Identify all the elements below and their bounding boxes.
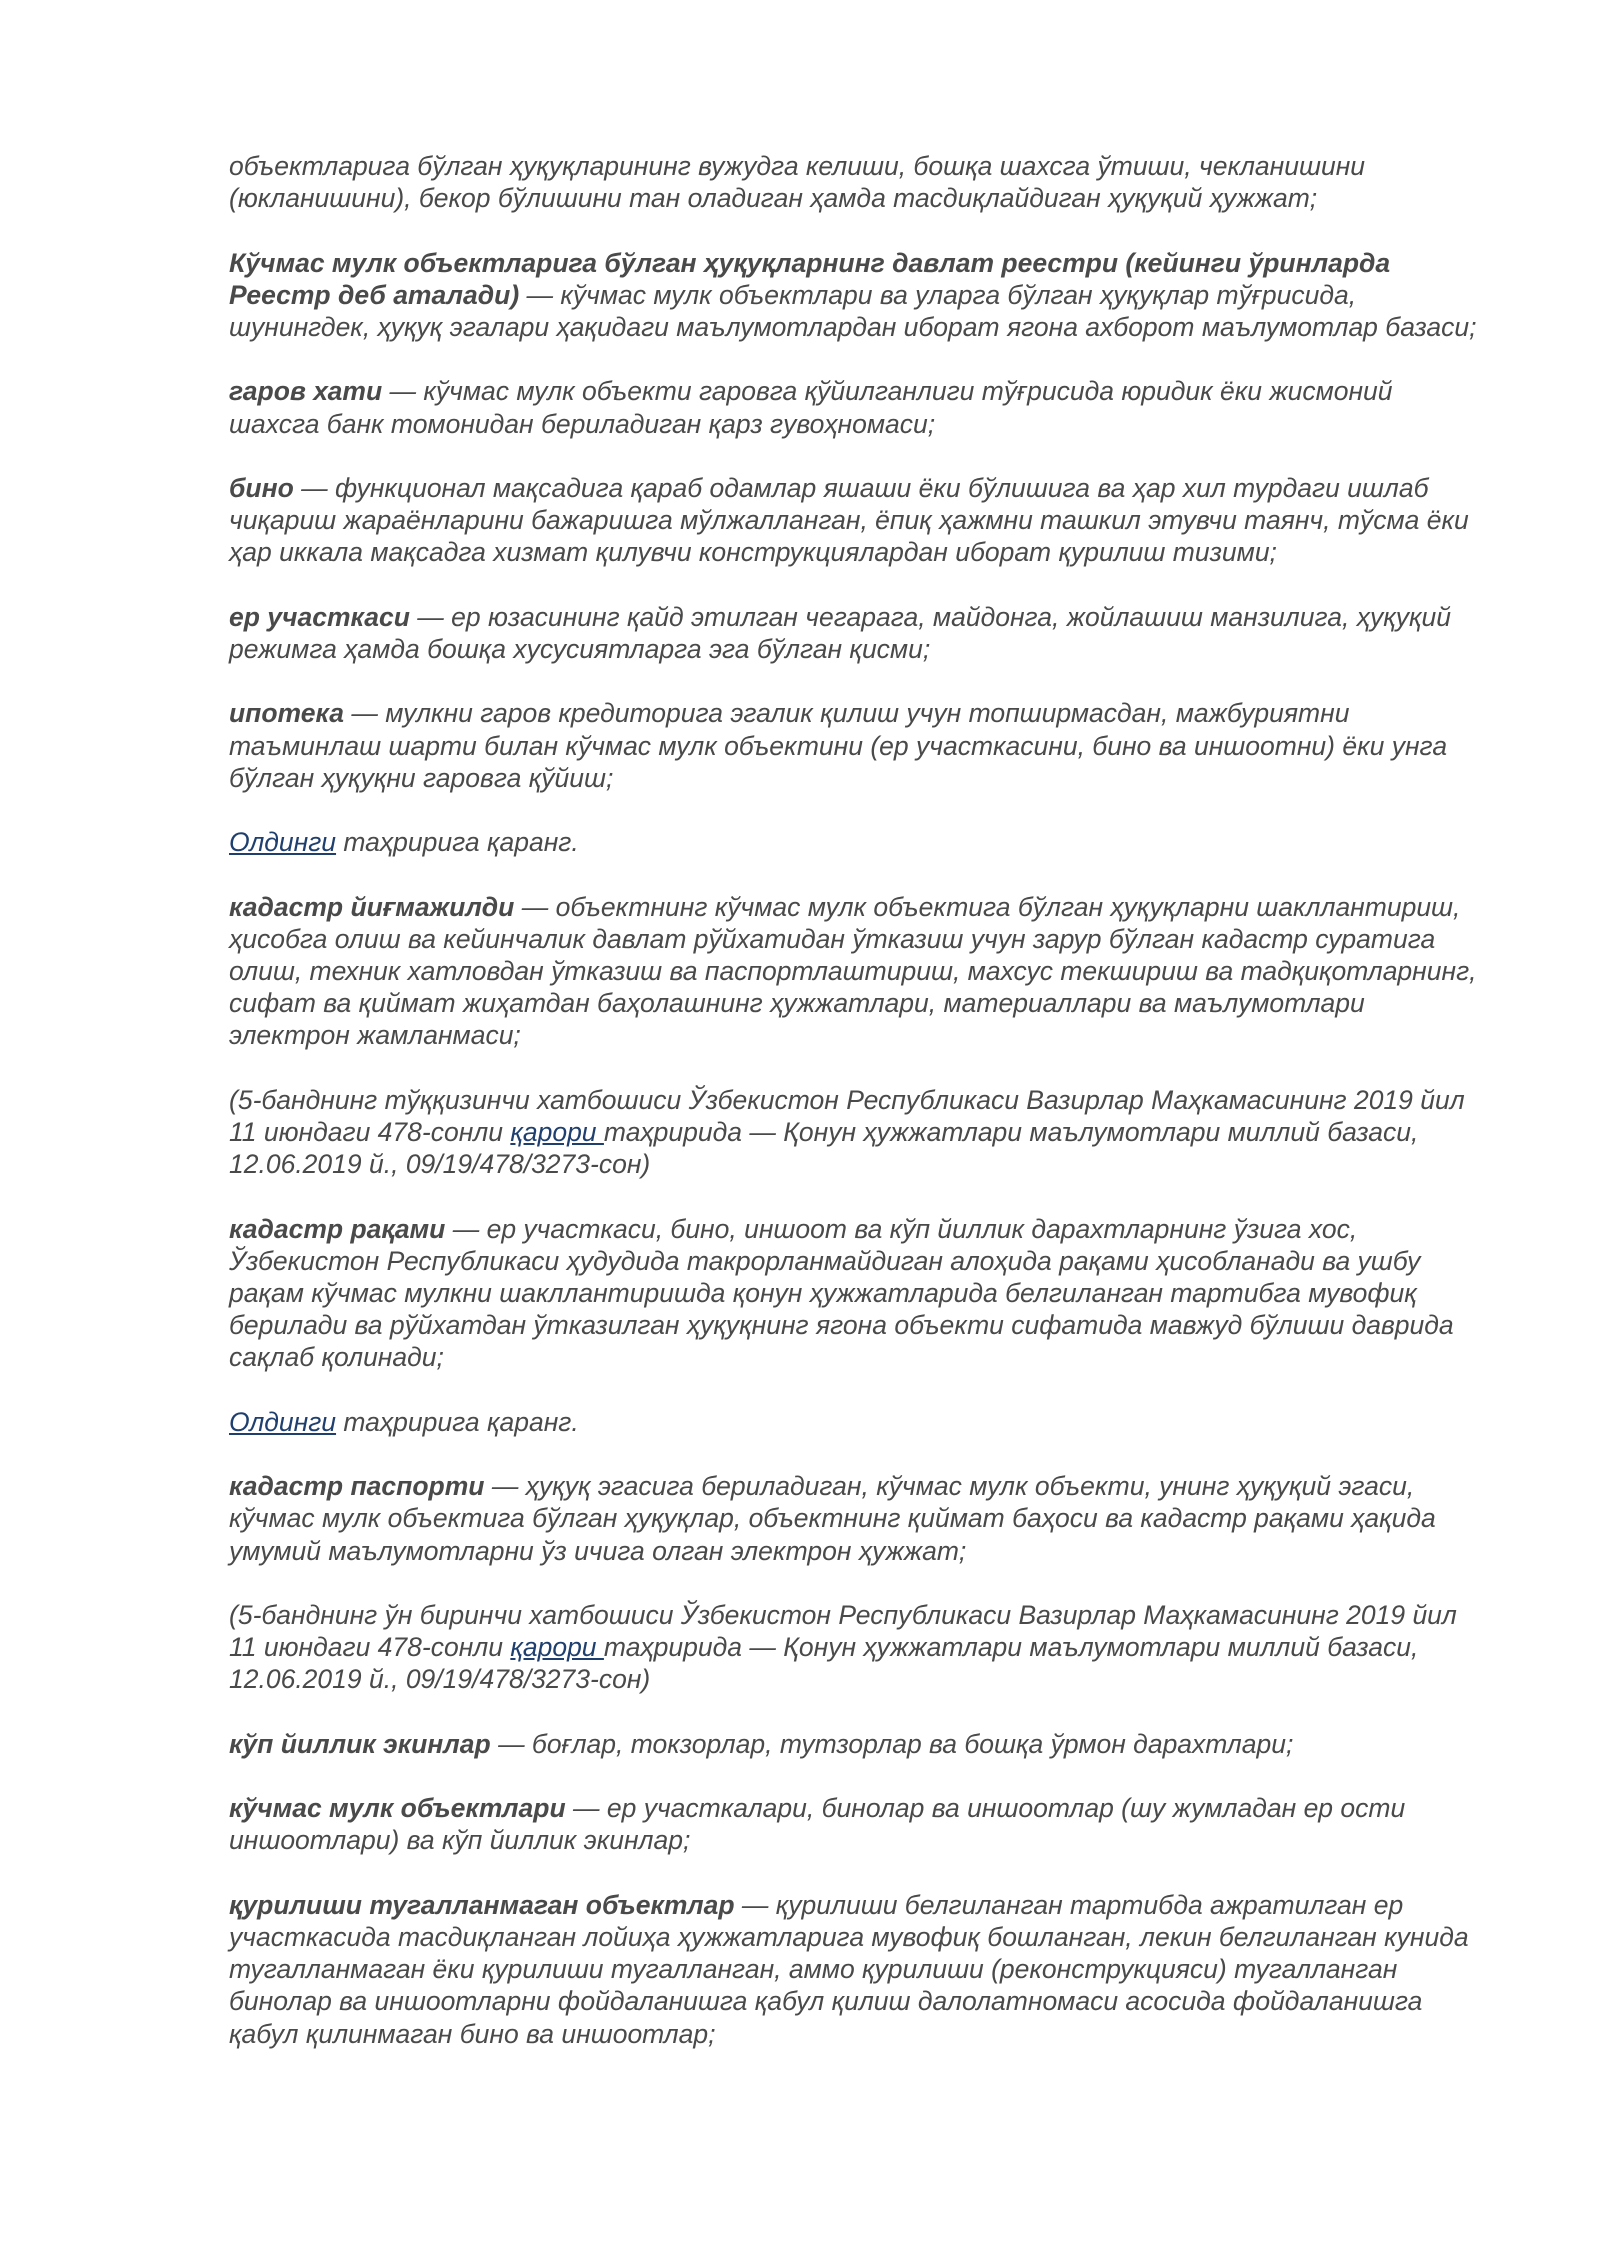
definition-text: объектларига бўлган ҳуқуқларининг вужудга келиши, бошқа шахсга ўтиши, чекланишини (юкланишини), бекор бўлишини тан оладиган ҳамда тасдиқлайдиган ҳуқуқий ҳужжат;: [229, 151, 1366, 214]
term: кадастр йиғмажилди: [229, 891, 515, 922]
resolution-link[interactable]: қарори: [510, 1116, 604, 1147]
previous-edition-note: [229, 826, 1479, 858]
term: қурилиши тугалланмаган объектлар: [229, 1889, 735, 1920]
definition-text: — ҳуқуқ эгасига бериладиган, кўчмас мулк объекти, унинг ҳуқуқий эгаси, кўчмас мулк объектига бўлган ҳуқуқлар, объектнинг қиймат баҳоси ва кадастр рақами ҳақида умумий маълумотларни ўз ичига олган электрон ҳужжат;: [229, 1471, 1436, 1566]
paragraph-land-plot: [229, 601, 1479, 665]
definition-text: — кўчмас мулк объекти гаровга қўйилганлиги тўғрисида юридик ёки жисмоний шахсга банк томонидан бериладиган қарз гувоҳномаси;: [229, 376, 1393, 439]
definition-text: — ер юзасининг қайд этилган чегарага, майдонга, жойлашиш манзилига, ҳуқуқий режимга ҳамда бошқа хусусиятларга эга бўлган қисми;: [229, 601, 1451, 664]
amendment-text: таҳририда — Қонун ҳужжатлари маълумотлари миллий базаси, 12.06.2019 й., 09/19/478/3273-сон): [229, 1632, 1419, 1695]
amendment-note: [229, 1084, 1479, 1181]
amendment-text: (5-банднинг ўн биринчи хатбошиси Ўзбекистон Республикаси Вазирлар Маҳкамасининг 2019 йил 11 июндаги 478-сонли: [229, 1599, 1457, 1663]
amendment-text: (5-банднинг тўққизинчи хатбошиси Ўзбекистон Республикаси Вазирлар Маҳкамасининг 2019 йил 11 июндаги 478-сонли: [229, 1084, 1465, 1147]
amendment-note: [229, 1599, 1479, 1696]
previous-edition-link[interactable]: Олдинги: [229, 1406, 337, 1437]
previous-edition-note: [229, 1406, 1479, 1438]
definition-text: — ер участкаси, бино, иншоот ва кўп йиллик дарахтларнинг ўзига хос, Ўзбекистон Республикаси ҳудудида такрорланмайдиган алоҳида рақами ҳисобланади ва ушбу рақам кўчмас мулкни шакллантиришда қонун ҳужжатларида белгиланган тартибга мувофиқ берилади ва рўйхатдан ўтказилган ҳуқуқнинг ягона объекти сифатида мавжуд бўлиши даврида сақлаб қолинади;: [229, 1213, 1454, 1373]
paragraph-state-register: [229, 247, 1479, 344]
paragraph-perennial-crops: [229, 1728, 1479, 1760]
paragraph-unfinished-construction: [229, 1889, 1479, 2050]
paragraph-right-document: [229, 150, 1479, 214]
resolution-link[interactable]: қарори: [510, 1632, 604, 1663]
paragraph-pledge-letter: [229, 375, 1479, 439]
term: гаров хати: [229, 376, 383, 407]
paragraph-cadastral-passport: [229, 1470, 1479, 1567]
term: ер участкаси: [229, 601, 410, 632]
definition-text: — боғлар, токзорлар, тутзорлар ва бошқа ўрмон дарахтлари;: [490, 1728, 1294, 1759]
term: кўчмас мулк объектлари: [229, 1793, 566, 1824]
paragraph-mortgage: [229, 697, 1479, 794]
paragraph-cadastral-number: [229, 1213, 1479, 1374]
note-text: таҳририга қаранг.: [336, 827, 579, 858]
note-text: таҳририга қаранг.: [336, 1406, 579, 1437]
document-body: [229, 150, 1479, 2082]
term: ипотека: [229, 698, 345, 729]
term: кадастр паспорти: [229, 1471, 485, 1502]
paragraph-real-estate-objects: [229, 1792, 1479, 1856]
definition-text: — кўчмас мулк объектлари ва уларга бўлган ҳуқуқлар тўғрисида, шунингдек, ҳуқуқ эгалари ҳақидаги маълумотлардан иборат ягона ахборот маълумотлар базаси;: [229, 279, 1477, 342]
paragraph-cadastral-file: [229, 891, 1479, 1052]
definition-text: — объектнинг кўчмас мулк объектига бўлган ҳуқуқларни шакллантириш, ҳисобга олиш ва кейинчалик давлат рўйхатидан ўтказиш учун зарур бўлган кадастр суратига олиш, техник хатловдан ўтказиш ва паспортлаштириш, махсус текшириш ва тадқиқотларнинг, сифат ва қиймат жиҳатдан баҳолашнинг ҳужжатлари, материаллари ва маълумотлари электрон жамланмаси;: [229, 891, 1477, 1051]
definition-text: — мулкни гаров кредиторига эгалик қилиш учун топширмасдан, мажбуриятни таъминлаш шарти билан кўчмас мулк объектини (ер участкасини, бино ва иншоотни) ёки унга бўлган ҳуқуқни гаровга қўйиш;: [229, 698, 1448, 793]
definition-text: — қурилиши белгиланган тартибда ажратилган ер участкасида тасдиқланган лойиҳа ҳужжатларига мувофиқ бошланган, лекин белгиланган кунида тугалланмаган ёки қурилиши тугалланган, аммо қурилиши (реконструкцияси) тугалланган бинолар ва иншоотларни фойдаланишга қабул қилиш далолатномаси асосида фойдаланишга қабул қилинмаган бино ва иншоотлар;: [229, 1889, 1469, 2049]
previous-edition-link[interactable]: Олдинги: [229, 827, 337, 858]
paragraph-building: [229, 472, 1479, 569]
definition-text: — функционал мақсадига қараб одамлар яшаши ёки бўлишига ва ҳар хил турдаги ишлаб чиқариш жараёнларини бажаришга мўлжалланган, ёпиқ ҳажмни ташкил этувчи таянч, тўсма ёки ҳар иккала мақсадга хизмат қилувчи конструкциялардан иборат қурилиш тизими;: [229, 472, 1469, 568]
term: бино: [229, 472, 294, 503]
amendment-text: таҳририда — Қонун ҳужжатлари маълумотлари миллий базаси, 12.06.2019 й., 09/19/478/3273-сон): [229, 1116, 1419, 1180]
term: Кўчмас мулк объектларига бўлган ҳуқуқларнинг давлат реестри (кейинги ўринларда Реестр деб аталади): [229, 247, 1391, 310]
term: кўп йиллик экинлар: [229, 1728, 491, 1759]
term: кадастр рақами: [229, 1213, 446, 1244]
definition-text: — ер участкалари, бинолар ва иншоотлар (шу жумладан ер ости иншоотлари) ва кўп йиллик экинлар;: [229, 1793, 1406, 1856]
